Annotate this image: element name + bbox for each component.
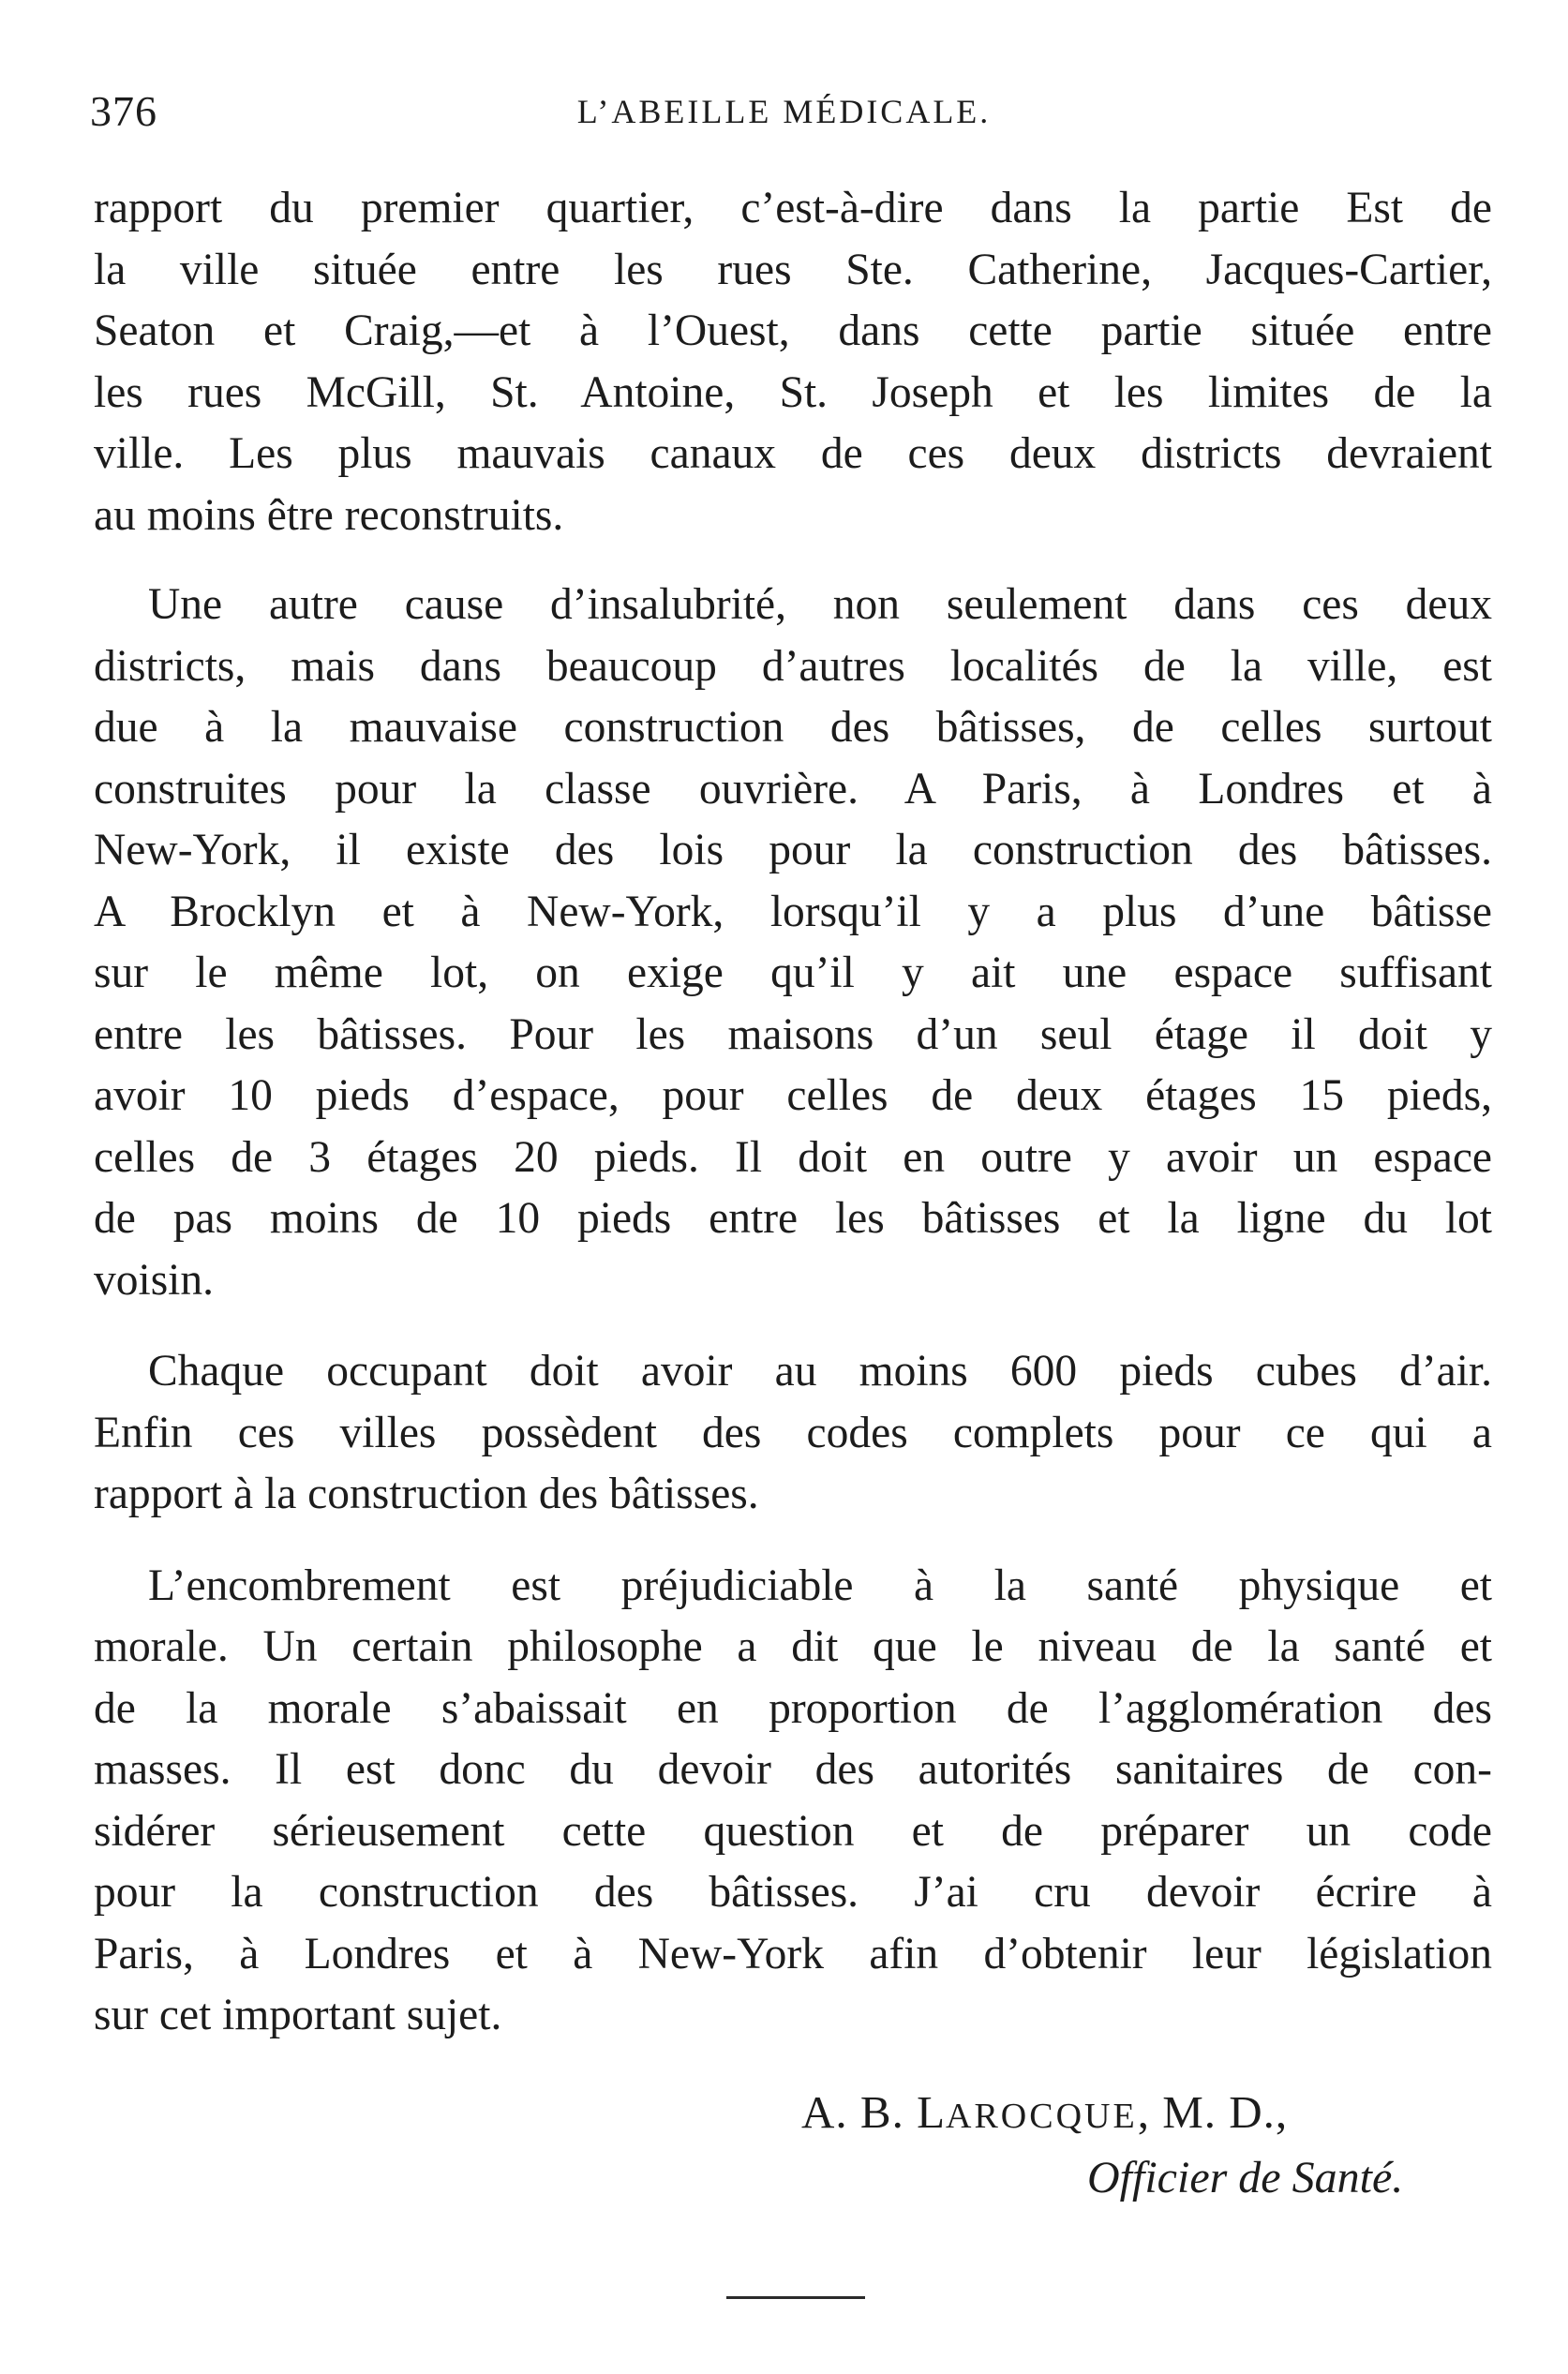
text-line: au moins être reconstruits.	[94, 490, 564, 540]
text-line: de la morale s’abaissait en proportion de l’agglomération des	[94, 1683, 1492, 1733]
text-line: Une autre cause d’insalubrité, non seulement dans ces deux	[148, 580, 1492, 629]
text-line: Enfin ces villes possèdent des codes complets pour ce qui a	[94, 1408, 1492, 1457]
text-line: sidérer sérieusement cette question et de préparer un code	[94, 1806, 1492, 1856]
surname-initial: L	[917, 2086, 947, 2138]
text-line: Paris, à Londres et à New-York afin d’obtenir leur législation	[94, 1929, 1492, 1978]
end-rule	[726, 2296, 865, 2299]
text-line: Chaque occupant doit avoir au moins 600 pieds cubes d’air.	[148, 1347, 1492, 1396]
text-line: Seaton et Craig,—et à l’Ouest, dans cette partie située entre	[94, 306, 1492, 355]
running-title: L’ABEILLE MÉDICALE.	[576, 93, 992, 130]
paragraph-4	[94, 1556, 1492, 2047]
paragraph-1	[94, 178, 1492, 546]
author-signature	[801, 2085, 1288, 2139]
text-line: due à la mauvaise construction des bâtisses, de celles surtout	[94, 703, 1492, 752]
text-line: sur le même lot, on exige qu’il y ait une espace suffisant	[94, 948, 1492, 997]
text-line: rapport à la construction des bâtisses.	[94, 1470, 759, 1518]
text-line: entre les bâtisses. Pour les maisons d’un seul étage il doit y	[94, 1009, 1492, 1059]
page-header	[0, 86, 1568, 142]
text-line: L’encombrement est préjudiciable à la santé physique et	[148, 1560, 1492, 1610]
text-line: masses. Il est donc du devoir des autorités sanitaires de con-	[94, 1745, 1492, 1794]
text-line: la ville située entre les rues Ste. Catherine, Jacques-Cartier,	[94, 245, 1492, 294]
text-line: A Brocklyn et à New-York, lorsqu’il y a plus d’une bâtisse	[94, 887, 1492, 936]
author-suffix: , M. D.,	[1137, 2086, 1289, 2138]
text-line: pour la construction des bâtisses. J’ai cru devoir écrire à	[94, 1868, 1492, 1917]
text-line: sur cet important sujet.	[94, 1991, 502, 2039]
page-number: 376	[90, 87, 157, 135]
text-line: construites pour la classe ouvrière. A Paris, à Londres et à	[94, 764, 1492, 814]
text-line: celles de 3 étages 20 pieds. Il doit en outre y avoir un espace	[94, 1132, 1492, 1182]
text-line: rapport du premier quartier, c’est-à-dire dans la partie Est de	[94, 184, 1492, 232]
text-line: districts, mais dans beaucoup d’autres localités de la ville, est	[94, 641, 1492, 691]
paragraph-2	[94, 575, 1492, 1311]
text-line: morale. Un certain philosophe a dit que le niveau de la santé et	[94, 1622, 1492, 1671]
paragraph-3	[94, 1341, 1492, 1526]
text-line: avoir 10 pieds d’espace, pour celles de deux étages 15 pieds,	[94, 1071, 1492, 1120]
author-title: Officier de Santé.	[1087, 2153, 1404, 2202]
text-line: New-York, il existe des lois pour la construction des bâtisses.	[94, 826, 1492, 874]
text-line: de pas moins de 10 pieds entre les bâtisses et la ligne du lot	[94, 1194, 1492, 1243]
text-line: ville. Les plus mauvais canaux de ces deux districts devraient	[94, 429, 1492, 478]
author-initials: A. B.	[801, 2086, 904, 2138]
article-body	[94, 178, 1492, 2047]
author-surname	[917, 2086, 1138, 2138]
text-line: voisin.	[94, 1255, 215, 1305]
surname-rest: AROCQUE	[946, 2097, 1138, 2136]
text-line: les rues McGill, St. Antoine, St. Joseph et les limites de la	[94, 367, 1492, 417]
